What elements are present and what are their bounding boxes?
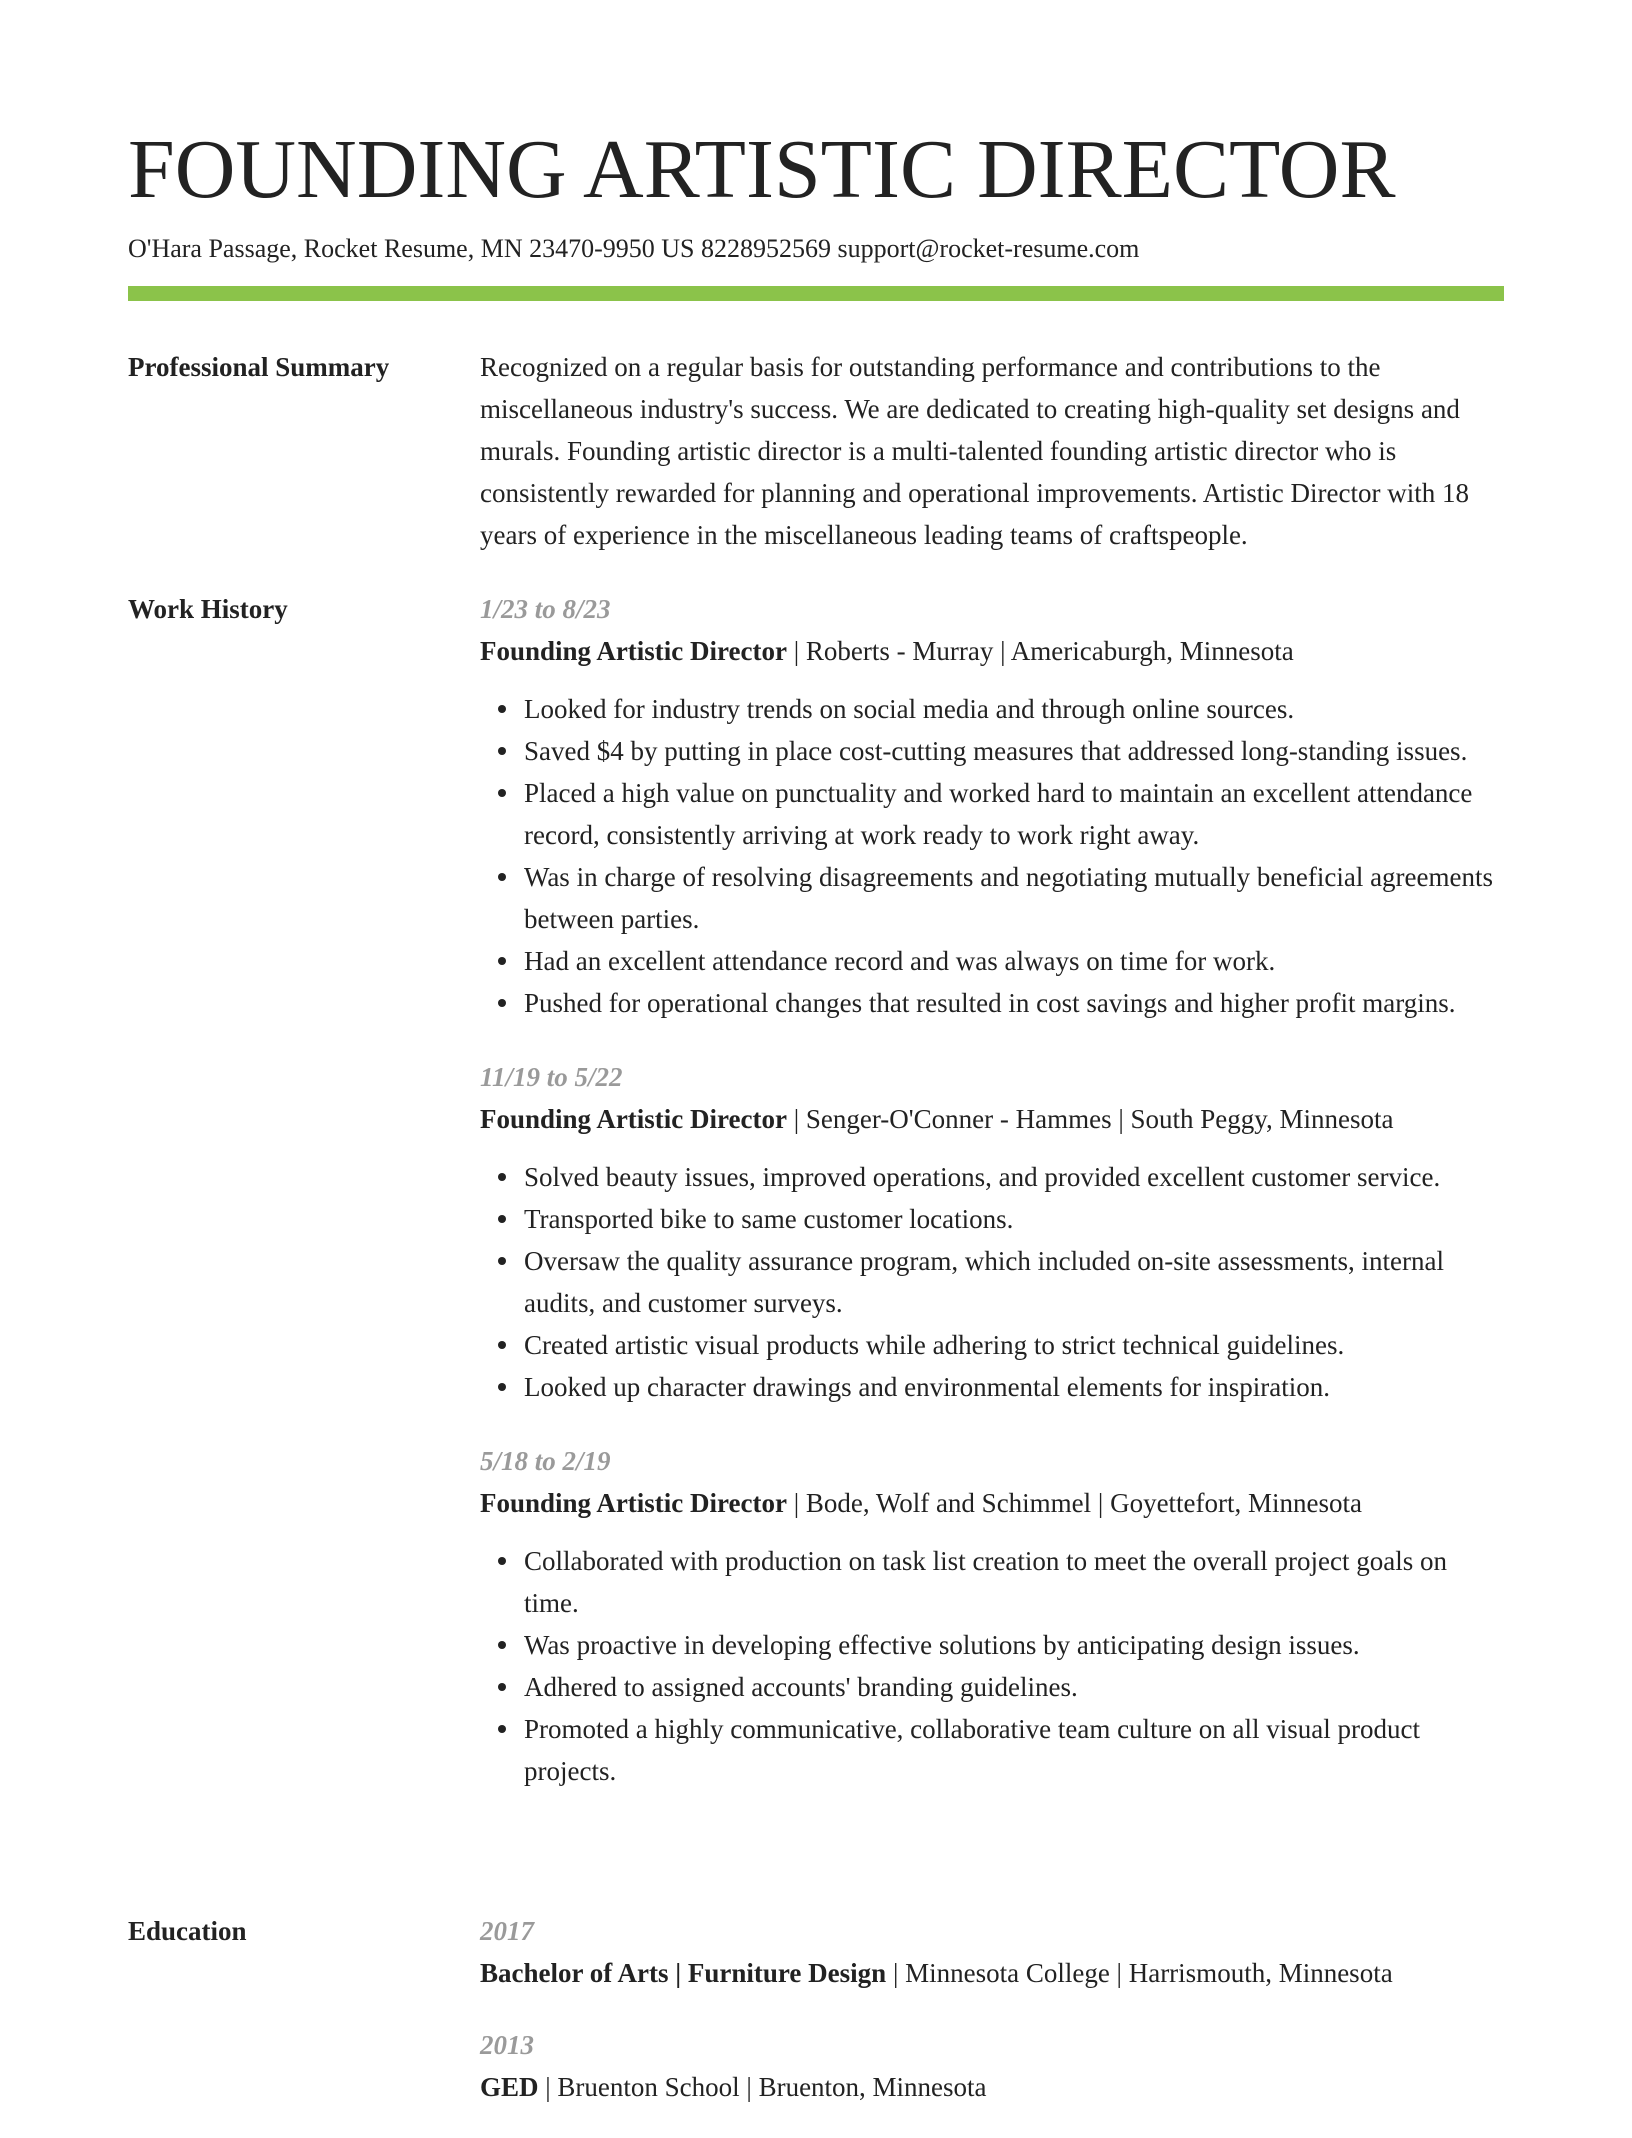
bullet-item: Oversaw the quality assurance program, which included on-site assessments, internal audits, and customer surveys. (524, 1240, 1504, 1324)
education-line (480, 2066, 1504, 2108)
bullet-item: Adhered to assigned accounts' branding guidelines. (524, 1666, 1504, 1708)
bullet-item: Looked for industry trends on social media and through online sources. (524, 688, 1504, 730)
bullet-item: Was proactive in developing effective solutions by anticipating design issues. (524, 1624, 1504, 1666)
job-entry (480, 1056, 1504, 1408)
bullet-item: Solved beauty issues, improved operations, and provided excellent customer service. (524, 1156, 1504, 1198)
education-date: 2017 (480, 1916, 534, 1946)
job-title-line (480, 1482, 1504, 1524)
bullet-item: Created artistic visual products while adhering to strict technical guidelines. (524, 1324, 1504, 1366)
contact-line: O'Hara Passage, Rocket Resume, MN 23470-9950 US 8228952569 support@rocket-resume.com (128, 234, 1140, 263)
job-role: Founding Artistic Director (480, 636, 787, 666)
bullet-item: Had an excellent attendance record and was always on time for work. (524, 940, 1504, 982)
job-date: 1/23 to 8/23 (480, 594, 611, 624)
resume-title: FOUNDING ARTISTIC DIRECTOR (128, 123, 1396, 216)
job-bullets (480, 1156, 1504, 1408)
job-bullets (480, 688, 1504, 1024)
job-bullets (480, 1540, 1504, 1792)
bullet-item: Placed a high value on punctuality and worked hard to maintain an excellent attendance record, consistently arriving at work ready to work right away. (524, 772, 1504, 856)
job-details: | Bode, Wolf and Schimmel | Goyettefort, Minnesota (786, 1488, 1363, 1518)
education-details: | Bruenton School | Bruenton, Minnesota (538, 2072, 987, 2102)
education-entry (480, 1910, 1504, 1994)
bullet-item: Pushed for operational changes that resulted in cost savings and higher profit margins. (524, 982, 1504, 1024)
work-history-body (480, 588, 1504, 1792)
job-entry (480, 1440, 1504, 1792)
bullet-item: Transported bike to same customer locations. (524, 1198, 1504, 1240)
summary-body (480, 346, 1504, 556)
summary-text: Recognized on a regular basis for outstanding performance and contributions to the miscellaneous industry's success. We are dedicated to creating high-quality set designs and murals. Founding artistic director is a multi-talented founding artistic director who is consistently rewarded for planning and operational improvements. Artistic Director with 18 years of experience in the miscellaneous leading teams of craftspeople. (480, 352, 1469, 550)
bullet-item: Collaborated with production on task list creation to meet the overall project goals on time. (524, 1540, 1504, 1624)
education-degree: Bachelor of Arts | Furniture Design (480, 1958, 887, 1988)
education-date: 2013 (480, 2030, 534, 2060)
job-date: 11/19 to 5/22 (480, 1062, 623, 1092)
education-entry (480, 2024, 1504, 2108)
job-date: 5/18 to 2/19 (480, 1446, 611, 1476)
work-history-heading: Work History (128, 594, 288, 624)
job-details: | Roberts - Murray | Americaburgh, Minnesota (786, 636, 1294, 666)
job-role: Founding Artistic Director (480, 1104, 787, 1134)
education-body (480, 1910, 1504, 2138)
bullet-item: Looked up character drawings and environmental elements for inspiration. (524, 1366, 1504, 1408)
education-degree: GED (480, 2072, 539, 2102)
summary-heading: Professional Summary (128, 352, 390, 382)
education-details: | Minnesota College | Harrismouth, Minnesota (886, 1958, 1393, 1988)
job-details: | Senger-O'Conner - Hammes | South Peggy, Minnesota (786, 1104, 1394, 1134)
job-title-line (480, 630, 1504, 672)
job-entry (480, 588, 1504, 1024)
education-line (480, 1952, 1504, 1994)
education-heading: Education (128, 1916, 247, 1946)
job-role: Founding Artistic Director (480, 1488, 787, 1518)
bullet-item: Was in charge of resolving disagreements and negotiating mutually beneficial agreements between parties. (524, 856, 1504, 940)
job-title-line (480, 1098, 1504, 1140)
bullet-item: Promoted a highly communicative, collaborative team culture on all visual product projects. (524, 1708, 1504, 1792)
bullet-item: Saved $4 by putting in place cost-cutting measures that addressed long-standing issues. (524, 730, 1504, 772)
accent-rule (128, 286, 1504, 301)
